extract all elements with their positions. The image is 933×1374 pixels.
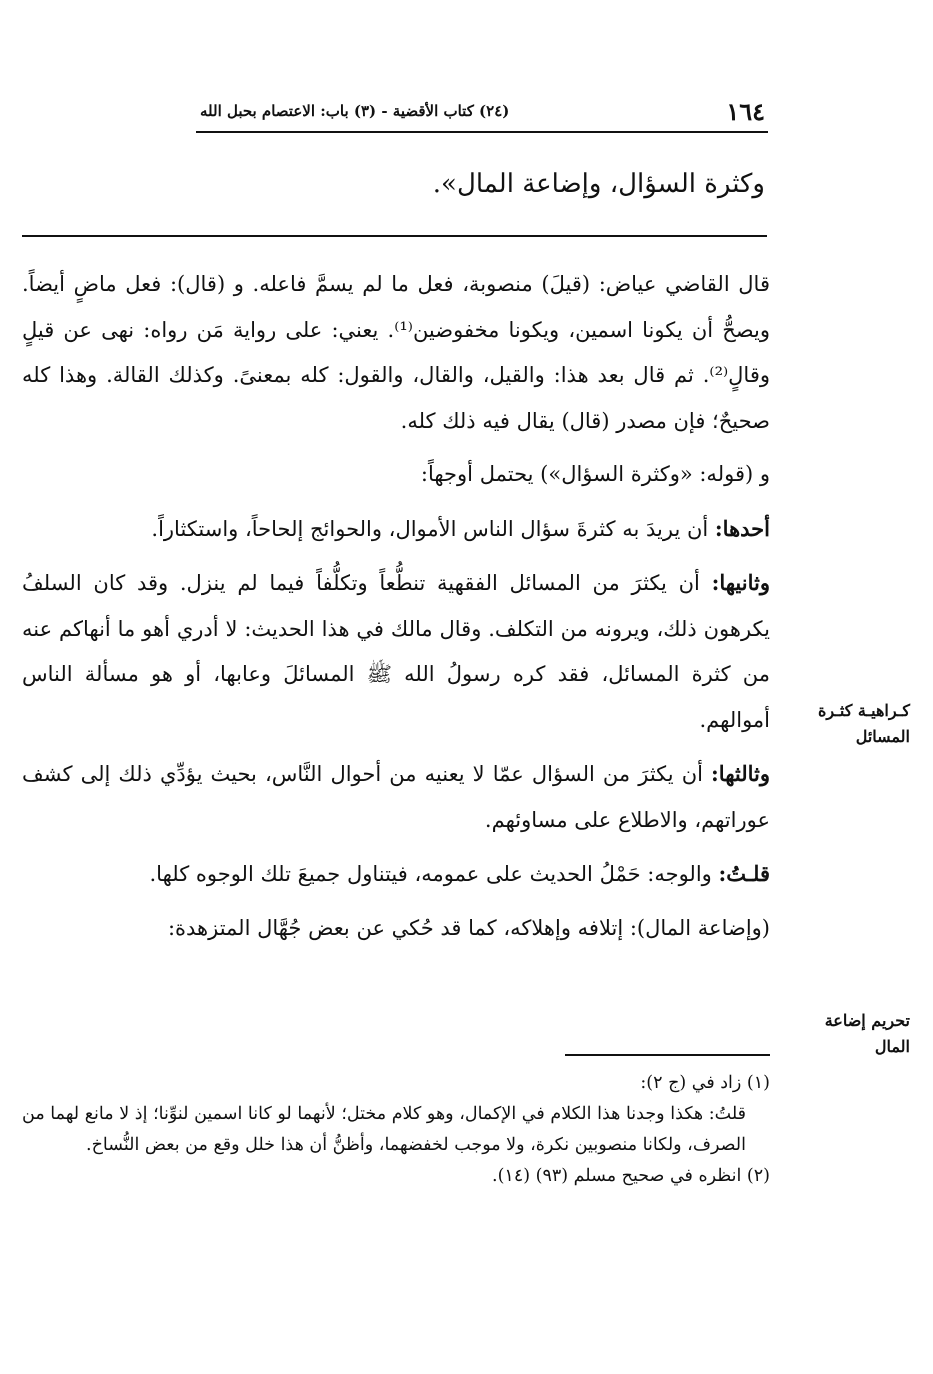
footnote-divider [565,1054,770,1056]
footnote-1-heading: (١) زاد في (ج ٢): [640,1073,770,1093]
paragraph-katrat-al-suaal: و (قوله: «وكثرة السؤال») يحتمل أوجهاً: [420,462,770,486]
running-title: (٢٤) كتاب الأقضية - (٣) باب: الاعتصام بحبل الله [200,102,510,120]
page-header [200,96,765,126]
paragraph-first-meaning [22,506,770,553]
paragraph-lead: وثانيها: [711,570,770,595]
paragraph-text: والوجه: حَمْلُ الحديث على عمومه، فيتناول جميعَ تلك الوجوه كلها. [149,862,719,886]
paragraph-text: أن يريدَ به كثرةَ سؤال الناس الأموال، والحوائج إلحاحاً، واستكثاراً. [151,516,715,541]
commentary-body [22,262,770,959]
header-divider [196,131,768,133]
paragraph-lead: أحدها: [714,515,770,541]
paragraph-third-meaning [22,751,770,843]
page-number: ١٦٤ [726,96,765,126]
paragraph-qil-wa-qal: قال القاضي عياض: (قيلَ) منصوبة، فعل ما لم يسمَّ فاعله. و (قال): فعل ماضٍ أيضاً. ويصحُّ أن يكونا اسمين، ويكونا مخفوضين⁽¹⁾. يعني: على رواية مَن رواه: نهى عن قيلٍ وقالٍ⁽²⁾. ثم قال بعد هذا: والقيل، والقال، والقول: كله بمعنىً. وكذلك القالة. وهذا كله صحيحٌ؛ فإن مصدر (قال) يقال فيه ذلك كله. [22,272,770,433]
hadith-text: وكثرة السؤال، وإضاعة المال». [432,169,765,199]
footnotes [22,1068,770,1192]
margin-note-excessive-questions: كـراهيـة كثـرة المسائل [817,701,910,746]
hadith-divider [22,235,767,237]
paragraph-lead: قلـتُ: [718,861,770,886]
margin-note-wasting-wealth: تحريم إضاعة المال [824,1011,910,1056]
paragraph-wasting-wealth: (وإضاعة المال): إتلافه وإهلاكه، كما قد حُكي عن بعض جُهَّال المتزهدة: [167,915,770,940]
paragraph-author-opinion [22,851,770,898]
footnote-2: (٢) انظره في صحيح مسلم (٩٣) (١٤). [492,1166,770,1186]
footnote-1-body: قلتُ: هكذا وجدنا هذا الكلام في الإكمال، وهو كلام مختل؛ لأنهما لو كانا اسمين لنوِّنا؛ إذ لا مانع لهما من الصرف، ولكانا منصوبين نكرة، ولا موجب لخفضهما، وأظنُّ أن هذا خلل وقع من بعض النُّساخ. [22,1104,746,1155]
paragraph-text: أن يكثرَ من المسائل الفقهية تنطُّعاً وتكلُّفاً فيما لم ينزل. وقد كان السلفُ يكرهون ذلك، ويرونه من التكلف. وقال مالك في هذا الحديث: لا أدري أهو ما أنهاكم عنه من كثرة المسائل، فقد كره رسولُ الله ﷺ المسائلَ وعابها، أو هو مسألة الناس أموالهم. [22,571,770,732]
paragraph-lead: وثالثها: [711,761,770,786]
paragraph-second-meaning [22,560,770,743]
paragraph-text: أن يكثرَ من السؤال عمّا لا يعنيه من أحوال النَّاس، بحيث يؤدِّي ذلك إلى كشف عوراتهم، والاطلاع على مساوئهم. [22,762,770,832]
